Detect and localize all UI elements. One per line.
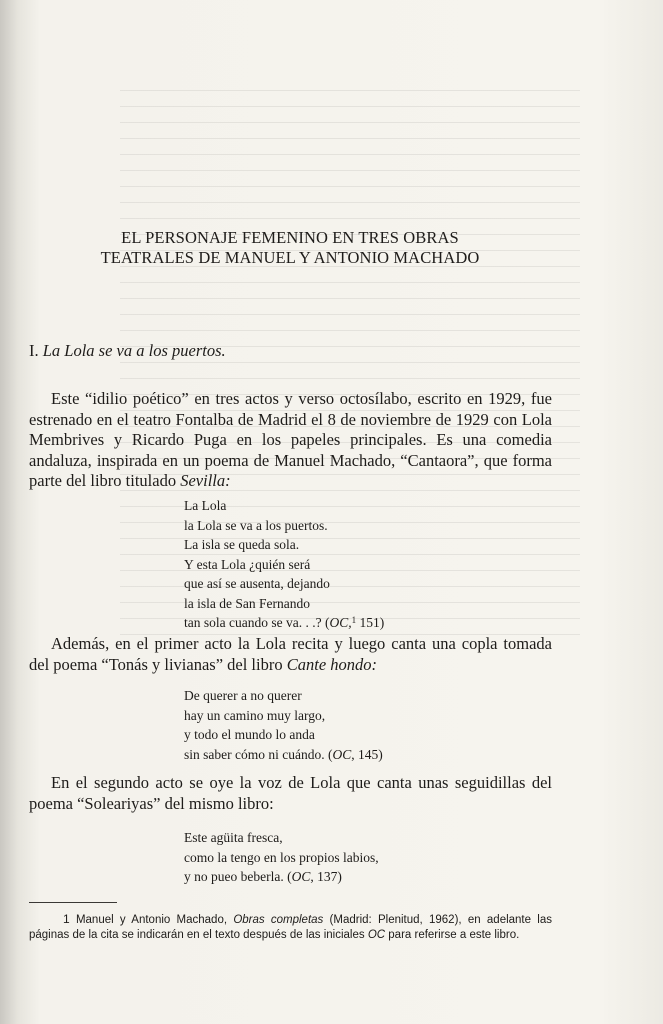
footnote-divider	[29, 902, 117, 903]
verse-line: que así se ausenta, dejando	[184, 576, 330, 591]
footnote-ref[interactable]: 1	[351, 615, 357, 625]
citation-page: 151)	[356, 615, 385, 630]
section-number: I.	[29, 341, 39, 360]
section-title: La Lola se va a los puertos.	[42, 341, 226, 360]
verse-line: Y esta Lola ¿quién será	[184, 556, 311, 572]
footnote-abbr: OC	[367, 929, 386, 941]
verse-line: la isla de San Fernando	[184, 595, 310, 611]
citation-page: , 137)	[310, 869, 342, 884]
footnote-text-a: Manuel y Antonio Machado,	[69, 914, 234, 926]
title-line-2: TEATRALES DE MANUEL Y ANTONIO MACHADO	[100, 248, 480, 267]
citation-abbr: OC	[291, 869, 311, 884]
verse-line: y todo el mundo lo anda	[184, 727, 315, 742]
verse-line-citation	[184, 867, 379, 887]
citation-abbr: OC	[332, 746, 352, 762]
page-title	[30, 228, 550, 268]
verse-last-line: sin saber cómo ni cuándo. (	[184, 746, 333, 762]
citation-abbr: OC,	[329, 615, 352, 630]
paragraph-2-text: Además, en el primer acto la Lola recita y luego canta una copla tomada del poema “Tonás y livianas” del libro	[29, 634, 552, 674]
paragraph-1-text: Este “idilio poético” en tres actos y verso octosílabo, escrito en 1929, fue estrenado en el teatro Fontalba de Madrid el 8 de noviembre de 1929 con Lola Membrives y Ricardo Puga en los papeles principales. Es una comedia andaluza, inspirada en un poema de Manuel Machado, “Cantaora”, que forma parte del libro titulado	[29, 389, 552, 490]
footnote-text-b: (Madrid: Plenitud, 1962), en adelante las páginas de la cita se indicarán en el texto después de las iniciales	[29, 914, 552, 941]
footnote-book: Obras completas	[233, 914, 324, 926]
section-heading	[29, 341, 226, 361]
footnote-number: 1	[63, 912, 70, 926]
paragraph-2	[29, 634, 552, 675]
verse-quote-3	[184, 828, 379, 887]
citation-open: (	[324, 615, 330, 630]
verse-line: De querer a no querer	[184, 688, 302, 703]
paragraph-3-text: En el segundo acto se oye la voz de Lola que canta unas seguidillas del poema “Soleariyas” del mismo libro:	[29, 773, 552, 813]
verse-line: Este agüita fresca,	[184, 830, 283, 845]
verse-last-line: tan sola cuando se va. . .?	[184, 615, 322, 630]
verse-line-citation	[184, 613, 384, 633]
paragraph-1	[29, 389, 552, 492]
footnote-text-c: para referirse a este libro.	[385, 929, 520, 941]
verse-line: como la tengo en los propios labios,	[184, 849, 379, 865]
verse-last-line: y no pueo beberla. (	[184, 869, 292, 884]
verse-quote-1	[184, 496, 384, 633]
paragraph-2-book: Cante hondo:	[286, 654, 378, 674]
citation-page: , 145)	[351, 746, 383, 762]
verse-quote-2	[184, 686, 383, 764]
footnote	[29, 912, 552, 943]
paragraph-3	[29, 773, 552, 814]
paragraph-1-book: Sevilla:	[180, 471, 231, 490]
verse-line: La Lola	[184, 498, 227, 513]
verse-line: La isla se queda sola.	[184, 537, 300, 552]
verse-line: la Lola se va a los puertos.	[184, 517, 328, 533]
title-line-1: EL PERSONAJE FEMENINO EN TRES OBRAS	[121, 228, 459, 247]
verse-line-citation	[184, 745, 383, 765]
verse-line: hay un camino muy largo,	[184, 707, 326, 723]
